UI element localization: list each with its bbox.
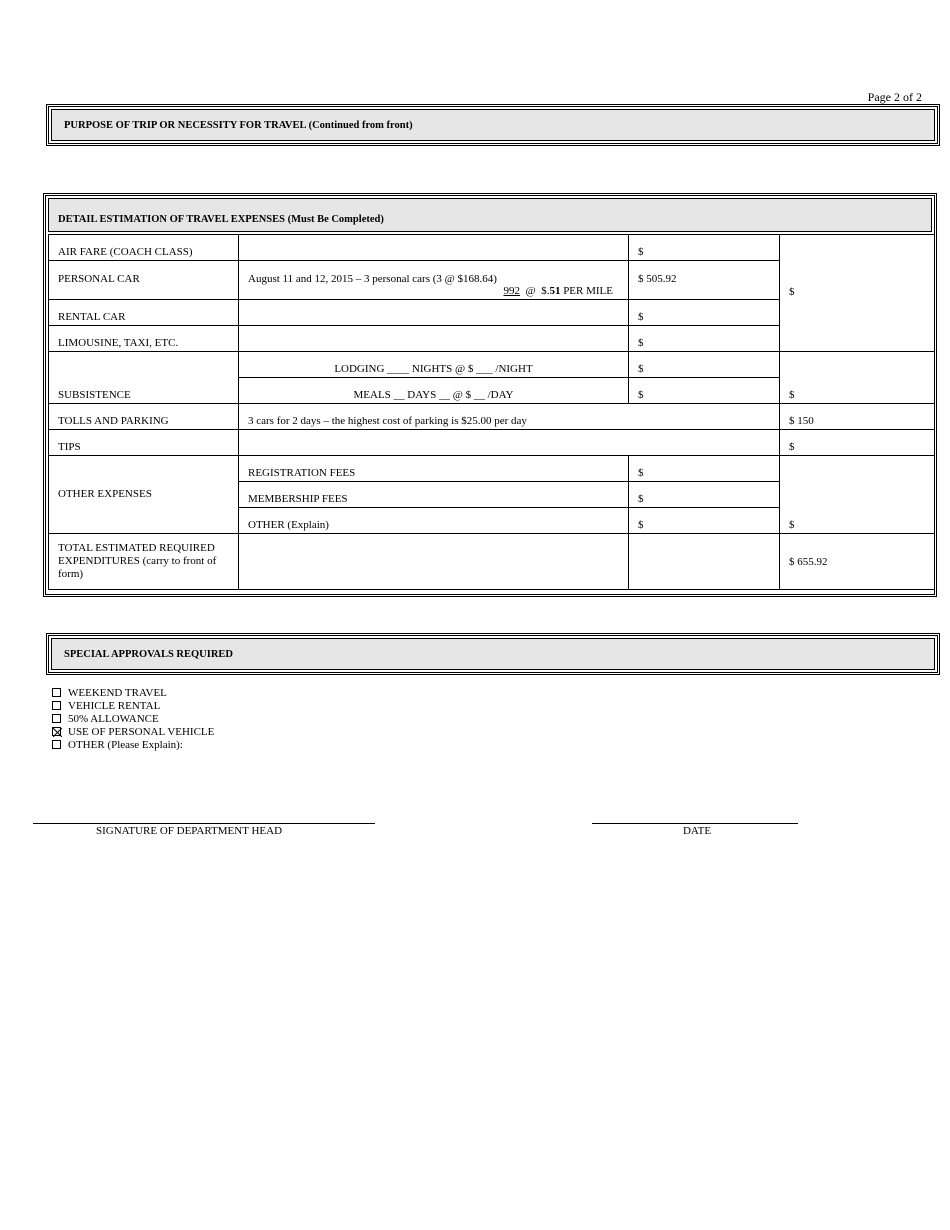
rate-dollar: $.	[541, 285, 550, 297]
grand-total-value[interactable]: $ 655.92	[780, 534, 935, 590]
purpose-section	[46, 104, 940, 146]
other-expenses-label: OTHER EXPENSES	[49, 456, 239, 534]
membership-fees-label: MEMBERSHIP FEES	[239, 482, 629, 508]
purpose-title: PURPOSE OF TRIP OR NECESSITY FOR TRAVEL (Continued from front)	[51, 109, 935, 141]
weekend-travel-checkbox[interactable]	[52, 688, 61, 697]
list-item	[52, 738, 214, 751]
personal-car-label: PERSONAL CAR	[49, 261, 239, 300]
personal-vehicle-checkbox[interactable]	[52, 727, 61, 736]
mileage-at: @	[525, 285, 536, 297]
approvals-checklist	[52, 686, 214, 751]
detail-title: DETAIL ESTIMATION OF TRAVEL EXPENSES (Must Be Completed)	[48, 198, 932, 232]
detail-estimation-section	[43, 193, 937, 597]
list-item	[52, 712, 214, 725]
lodging-line[interactable]: LODGING ____ NIGHTS @ $ ___ /NIGHT	[239, 352, 629, 378]
list-item	[52, 699, 214, 712]
approvals-title: SPECIAL APPROVALS REQUIRED	[51, 638, 935, 670]
mileage-value: 992	[503, 285, 521, 297]
table-row	[49, 404, 935, 430]
tips-description[interactable]	[239, 430, 780, 456]
limousine-amount[interactable]: $	[629, 326, 780, 352]
personal-car-description[interactable]	[239, 261, 629, 300]
expense-table	[48, 234, 935, 590]
other-explain-amount[interactable]: $	[629, 508, 780, 534]
tips-label: TIPS	[49, 430, 239, 456]
x-mark-icon	[53, 728, 62, 737]
grand-total-description	[239, 534, 629, 590]
table-row	[49, 430, 935, 456]
rental-car-description[interactable]	[239, 300, 629, 326]
date-line[interactable]	[592, 823, 798, 824]
personal-car-text: August 11 and 12, 2015 – 3 personal cars (3 @ $168.64)	[248, 273, 497, 285]
page-number: Page 2 of 2	[867, 90, 922, 104]
grand-total-label: TOTAL ESTIMATED REQUIRED EXPENDITURES (carry to front of form)	[49, 534, 239, 590]
tips-total[interactable]: $	[780, 430, 935, 456]
membership-fees-amount[interactable]: $	[629, 482, 780, 508]
weekend-travel-label: WEEKEND TRAVEL	[68, 686, 167, 699]
registration-fees-label: REGISTRATION FEES	[239, 456, 629, 482]
tolls-label: TOLLS AND PARKING	[49, 404, 239, 430]
rate-suffix: PER MILE	[563, 285, 613, 297]
air-fare-label: AIR FARE (COACH CLASS)	[49, 235, 239, 261]
personal-car-amount[interactable]: $ 505.92	[629, 261, 780, 300]
grand-total-amount-cell	[629, 534, 780, 590]
tolls-description[interactable]: 3 cars for 2 days – the highest cost of parking is $25.00 per day	[239, 404, 780, 430]
registration-fees-amount[interactable]: $	[629, 456, 780, 482]
signature-label: SIGNATURE OF DEPARTMENT HEAD	[95, 825, 283, 837]
list-item	[52, 686, 214, 699]
allowance-checkbox[interactable]	[52, 714, 61, 723]
tolls-total[interactable]: $ 150	[780, 404, 935, 430]
other-expenses-total[interactable]: $	[780, 456, 935, 534]
table-row	[49, 235, 935, 261]
lodging-amount[interactable]: $	[629, 352, 780, 378]
limousine-label: LIMOUSINE, TAXI, ETC.	[49, 326, 239, 352]
signature-line[interactable]	[33, 823, 375, 824]
vehicle-rental-checkbox[interactable]	[52, 701, 61, 710]
mileage-line	[248, 285, 619, 297]
table-row	[49, 534, 935, 590]
transport-total[interactable]: $	[780, 235, 935, 352]
meals-amount[interactable]: $	[629, 378, 780, 404]
list-item	[52, 725, 214, 738]
meals-line[interactable]: MEALS __ DAYS __ @ $ __ /DAY	[239, 378, 629, 404]
rental-car-amount[interactable]: $	[629, 300, 780, 326]
air-fare-amount[interactable]: $	[629, 235, 780, 261]
personal-vehicle-label: USE OF PERSONAL VEHICLE	[68, 725, 215, 738]
rental-car-label: RENTAL CAR	[49, 300, 239, 326]
other-label: OTHER (Please Explain):	[68, 738, 183, 751]
vehicle-rental-label: VEHICLE RENTAL	[68, 699, 161, 712]
limousine-description[interactable]	[239, 326, 629, 352]
rate-cents: 51	[549, 285, 561, 297]
allowance-label: 50% ALLOWANCE	[68, 712, 159, 725]
table-row	[49, 456, 935, 482]
other-checkbox[interactable]	[52, 740, 61, 749]
date-label: DATE	[682, 825, 712, 837]
other-explain-label: OTHER (Explain)	[239, 508, 629, 534]
table-row	[49, 352, 935, 378]
subsistence-label: SUBSISTENCE	[49, 352, 239, 404]
subsistence-total[interactable]: $	[780, 352, 935, 404]
air-fare-description[interactable]	[239, 235, 629, 261]
special-approvals-section	[46, 633, 940, 675]
